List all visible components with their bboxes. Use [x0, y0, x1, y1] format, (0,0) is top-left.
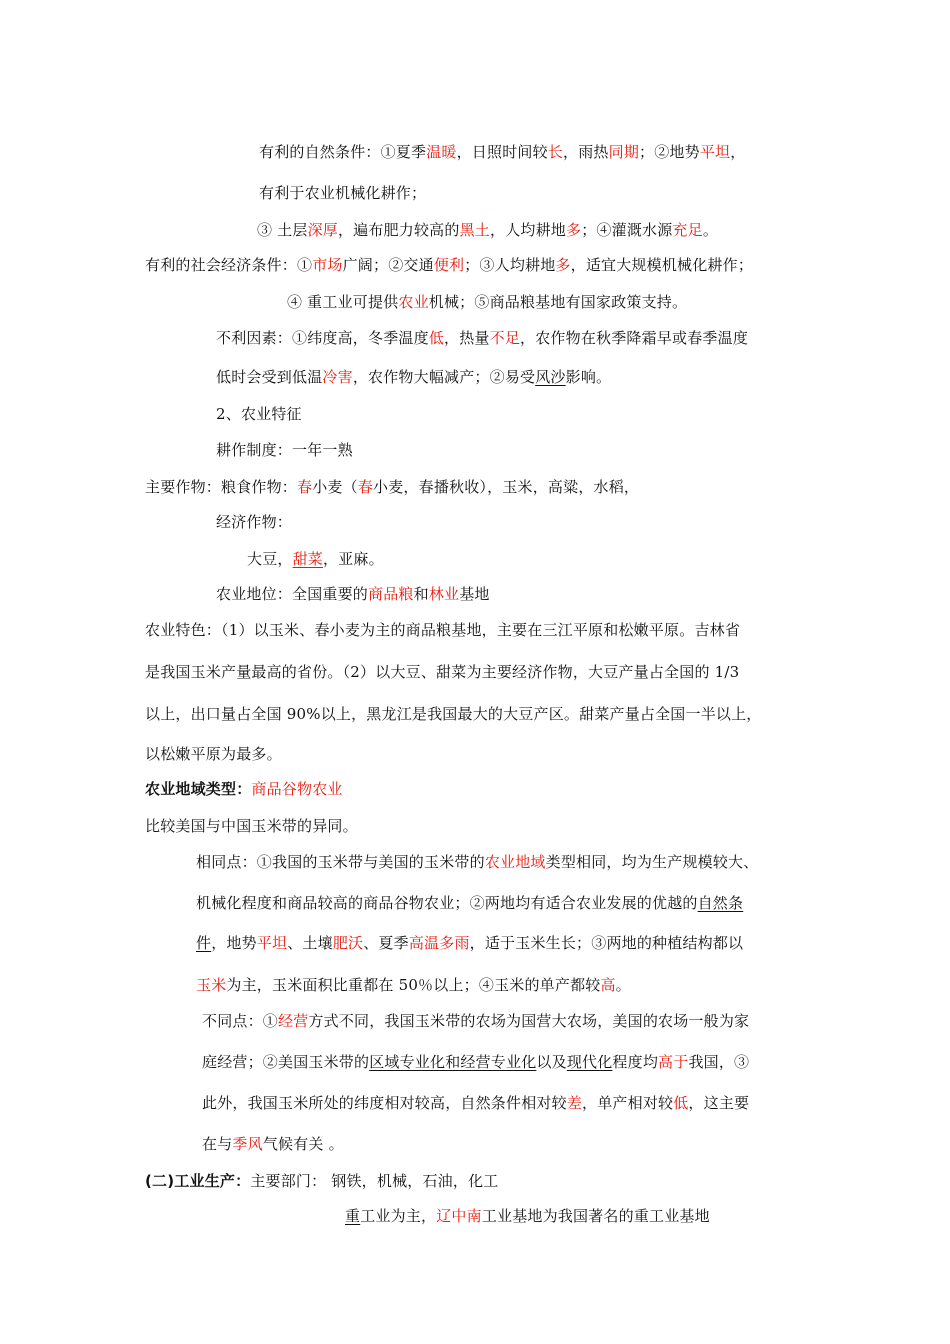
text-run: 高 — [600, 976, 616, 994]
text-run: 以松嫩平原为最多。 — [145, 745, 282, 763]
text-run: ，这主要 — [688, 1094, 750, 1112]
text-run: 深厚 — [307, 221, 338, 239]
text-run: ，雨热 — [563, 143, 609, 161]
text-run: 机械；⑤商品粮基地有国家政策支持。 — [428, 293, 688, 311]
text-run: 。 — [615, 976, 631, 994]
text-run: 同期 — [608, 143, 640, 161]
unfavorable-factors-line-2 — [216, 367, 611, 387]
text-run: 高于 — [658, 1053, 689, 1071]
text-run: 方式不同，我国玉米带的农场为国营大农场，美国的农场一般为家 — [308, 1012, 750, 1030]
text-run: ③ 土层 — [257, 221, 308, 239]
text-run: 2、农业特征 — [216, 405, 302, 423]
text-run: 影响。 — [565, 368, 612, 386]
text-run: ；②地势 — [639, 143, 700, 161]
text-run: 我国，③ — [688, 1053, 750, 1071]
text-run: ，单产相对较 — [582, 1094, 674, 1112]
text-run: 以上，出口量占全国 90%以上，黑龙江是我国最大的大豆产区。甜菜产量占全国一半以上， — [145, 705, 762, 723]
industry-base-line — [345, 1206, 710, 1226]
text-run: 是我国玉米产量最高的省份。（2）以大豆、甜菜为主要经济作物，大豆产量占全国的 1/3 — [145, 663, 740, 681]
text-run: 农业地域类型： — [145, 780, 252, 798]
main-crops-line — [145, 477, 639, 497]
text-run: 低时会受到低温 — [216, 368, 323, 386]
text-run: 小麦（ — [312, 478, 358, 496]
text-run: 此外，我国玉米所处的纬度相对较高，自然条件相对较 — [202, 1094, 567, 1112]
text-run: ，遍布肥力较高的 — [337, 221, 460, 239]
text-run: ，热量 — [444, 329, 490, 347]
natural-conditions-line-1 — [259, 142, 745, 162]
differences-line-1 — [202, 1011, 749, 1031]
text-run: 和 — [413, 585, 429, 603]
text-run: ，适于玉米生长；③两地的种植结构都以 — [469, 934, 744, 952]
text-run: 市场 — [312, 256, 343, 274]
text-run: 平坦 — [256, 934, 288, 952]
text-run: 辽中南 — [436, 1207, 482, 1225]
industry-heading-line — [145, 1171, 498, 1191]
text-run: ；④灌溉水源 — [581, 221, 673, 239]
text-run: 不利因素：①纬度高，冬季温度 — [216, 329, 429, 347]
text-run: 、夏季 — [363, 934, 409, 952]
text-run: ④ 重工业可提供 — [287, 293, 399, 311]
natural-conditions-line-2 — [259, 183, 426, 203]
differences-line-3 — [202, 1093, 749, 1113]
text-run: 林业 — [428, 585, 460, 603]
text-run: 农业特色：（1）以玉米、春小麦为主的商品粮基地，主要在三江平原和松嫩平原。吉林省 — [145, 621, 741, 639]
text-run: ，人均耕地 — [490, 221, 567, 239]
text-run: 冷害 — [322, 368, 353, 386]
text-run: 充足 — [672, 221, 703, 239]
text-run: 农业地域 — [484, 853, 546, 871]
text-run: 低 — [428, 329, 445, 347]
text-run: 相同点：①我国的玉米带与美国的玉米带的 — [196, 853, 485, 871]
text-run: 件 — [196, 934, 212, 952]
agriculture-type-line — [145, 779, 343, 799]
text-run: 自然条 — [697, 894, 744, 912]
text-run: 肥沃 — [332, 934, 364, 952]
text-run: 小麦，春播秋收），玉米，高粱，水稻， — [373, 478, 640, 496]
cash-crops-list — [247, 549, 384, 569]
text-run: 低 — [673, 1094, 689, 1112]
text-run: 玉米 — [196, 976, 227, 994]
text-run: 黑土 — [459, 221, 490, 239]
text-run: 基地 — [459, 585, 490, 603]
socioeconomic-conditions-line-1 — [145, 255, 753, 275]
agriculture-feature-line-3 — [145, 704, 762, 724]
text-run: ， — [730, 143, 746, 161]
text-run: 耕作制度：一年一熟 — [216, 441, 353, 459]
text-run: 比较美国与中国玉米带的异同。 — [145, 817, 358, 835]
text-run: 工业基地为我国著名的重工业基地 — [481, 1207, 710, 1225]
farming-system-line — [216, 440, 353, 460]
comparison-heading — [145, 816, 358, 836]
text-run: 经济作物： — [216, 513, 293, 531]
natural-conditions-line-3 — [257, 220, 718, 240]
agriculture-status-line — [216, 584, 490, 604]
text-run: ，适宜大规模机械化耕作； — [570, 256, 754, 274]
text-run: 有利的自然条件：①夏季 — [259, 143, 427, 161]
similarities-line-4 — [196, 975, 631, 995]
text-run: 在与 — [202, 1135, 233, 1153]
text-run: 便利 — [433, 256, 465, 274]
text-run: 工业为主， — [360, 1207, 437, 1225]
text-run: 不同点：① — [202, 1012, 279, 1030]
text-run: 区域专业化和经营专业化 — [369, 1053, 537, 1071]
similarities-line-2 — [196, 893, 743, 913]
text-run: 庭经营；②美国玉米带的 — [202, 1053, 370, 1071]
text-run: 气候有关 。 — [262, 1135, 344, 1153]
text-run: ；③人均耕地 — [464, 256, 556, 274]
text-run: 主要作物：粮食作物： — [145, 478, 298, 496]
text-run: 机械化程度和商品较高的商品谷物农业；②两地均有适合农业发展的优越的 — [196, 894, 698, 912]
text-run: 类型相同，均为生产规模较大、 — [545, 853, 759, 871]
text-run: 平坦 — [699, 143, 731, 161]
section-heading-agriculture-features — [216, 404, 302, 424]
text-run: 重 — [345, 1207, 361, 1225]
text-run: 经营 — [278, 1012, 309, 1030]
text-run: 温暖 — [426, 143, 457, 161]
text-run: 现代化 — [566, 1053, 613, 1071]
text-run: 春 — [297, 478, 313, 496]
cash-crops-label — [216, 512, 292, 532]
text-run: 有利的社会经济条件：① — [145, 256, 313, 274]
text-run: ，亚麻。 — [323, 550, 384, 568]
text-run: 高温多雨 — [408, 934, 470, 952]
similarities-line-1 — [196, 852, 758, 872]
text-run: 商品谷物农业 — [251, 780, 343, 798]
text-run: 不足 — [489, 329, 521, 347]
text-run: 农业地位：全国重要的 — [216, 585, 369, 603]
text-run: 多 — [555, 256, 571, 274]
text-run: 大豆， — [247, 550, 293, 568]
text-run: 、土壤 — [287, 934, 333, 952]
agriculture-feature-line-1 — [145, 620, 740, 640]
unfavorable-factors-line-1 — [216, 328, 748, 348]
text-run: 春 — [357, 478, 374, 496]
differences-line-2 — [202, 1052, 749, 1072]
text-run: 风沙 — [535, 368, 566, 386]
text-run: 为主，玉米面积比重都在 50％以上；④玉米的单产都较 — [226, 976, 601, 994]
text-run: (二)工业生产： — [145, 1172, 251, 1190]
text-run: 主要部门： 钢铁，机械，石油，化工 — [250, 1172, 499, 1190]
text-run: 程度均 — [612, 1053, 659, 1071]
text-run: 商品粮 — [368, 585, 414, 603]
text-run: ，农作物在秋季降霜早或春季温度 — [520, 329, 749, 347]
text-run: 多 — [566, 221, 582, 239]
text-run: 农业 — [398, 293, 429, 311]
agriculture-feature-line-2 — [145, 662, 739, 682]
text-run: ，农作物大幅减产；②易受 — [352, 368, 536, 386]
text-run: 差 — [566, 1094, 583, 1112]
differences-line-4 — [202, 1134, 344, 1154]
text-run: 。 — [702, 221, 719, 239]
text-run: 长 — [547, 143, 564, 161]
agriculture-feature-line-4 — [145, 744, 282, 764]
text-run: 甜菜 — [292, 550, 324, 568]
socioeconomic-conditions-line-2 — [287, 292, 687, 312]
text-run: 广阔；②交通 — [342, 256, 434, 274]
text-run: 有利于农业机械化耕作； — [259, 184, 427, 202]
text-run: ，地势 — [211, 934, 257, 952]
text-run: 季风 — [232, 1135, 263, 1153]
text-run: 以及 — [536, 1053, 567, 1071]
similarities-line-3 — [196, 933, 743, 953]
text-run: ，日照时间较 — [456, 143, 548, 161]
